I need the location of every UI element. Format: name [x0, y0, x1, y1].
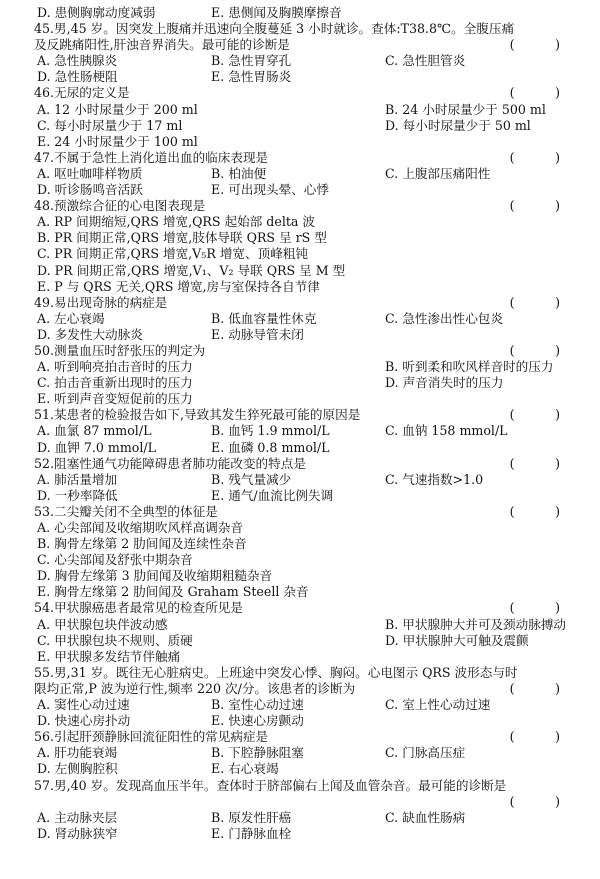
question-47	[34, 150, 576, 198]
option-e[interactable]: E. 24 小时尿量少于 100 ml	[37, 133, 198, 149]
option-a[interactable]: A. RP 间期缩短,QRS 增宽,QRS 起始部 delta 波	[37, 214, 316, 230]
option-c[interactable]: C. 门脉高压症	[385, 745, 466, 761]
option-b[interactable]: B. 低血容量性休克	[211, 310, 317, 326]
question-stem: 45.男,45 岁。因突发上腹痛并迅速向全腹蔓延 3 小时就诊。查体:T38.8℃。全腹压痛及反跳痛阳性,肝浊音界消失。最可能的诊断是 ( )	[34, 21, 574, 53]
option-d[interactable]: D. 左侧胸腔积	[37, 761, 118, 777]
question-52	[34, 456, 576, 504]
option-d[interactable]: D. 声音消失时的压力	[385, 375, 504, 391]
option: E. 患侧闻及胸膜摩擦音	[211, 5, 342, 20]
question-stem: 55.男,31 岁。既往无心脏病史。上班途中突发心悸、胸闷。心电图示 QRS 波形态与时限均正常,P 波为逆行性,频率 220 次/分。该患者的诊断为 ( )	[34, 664, 574, 696]
option-b[interactable]: B. 下腔静脉阻塞	[211, 745, 304, 761]
options	[34, 697, 576, 729]
answer-blank[interactable]: ( )	[509, 600, 574, 616]
answer-blank[interactable]: ( )	[509, 793, 574, 809]
option-e[interactable]: E. 胸骨左缘第 2 肋间闻及 Graham Steell 杂音	[37, 584, 309, 600]
option-d[interactable]: D. 急性肠梗阻	[37, 69, 118, 85]
question-46	[34, 85, 576, 149]
option-a[interactable]: A. 肝功能衰竭	[37, 745, 118, 761]
option-b[interactable]: B. 原发性肝癌	[211, 809, 292, 825]
option-e[interactable]: E. 动脉导管未闭	[211, 326, 304, 342]
option-d[interactable]: D. 血钾 7.0 mmol/L	[37, 439, 156, 455]
option-d[interactable]: D. 胸骨左缘第 3 肋间闻及收缩期粗糙杂音	[37, 568, 273, 584]
answer-blank[interactable]: ( )	[509, 37, 574, 53]
question-stem: 52.阻塞性通气功能障碍患者肺功能改变的特点是 ( )	[34, 455, 574, 471]
question-stem: 53.二尖瓣关闭不全典型的体征是 ( )	[34, 503, 574, 519]
option-e[interactable]: E. 甲状腺多发结节伴触痛	[37, 648, 181, 664]
options	[34, 745, 576, 777]
answer-blank[interactable]: ( )	[509, 342, 574, 358]
options	[34, 311, 576, 343]
option-c[interactable]: C. 心尖部闻及舒张中期杂音	[37, 552, 193, 568]
option-d[interactable]: D. PR 间期正常,QRS 增宽,V₁、V₂ 导联 QRS 呈 M 型	[37, 262, 346, 278]
option-a[interactable]: A. 甲状腺包块伴波动感	[37, 616, 168, 632]
header-options	[34, 5, 576, 21]
option-b[interactable]: B. 胸骨左缘第 2 肋间闻及连续性杂音	[37, 536, 247, 552]
question-stem: 50.测量血压时舒张压的判定为 ( )	[34, 342, 574, 358]
question-stem: 57.男,40 岁。发现高血压半年。查体时于脐部偏右上闻及血管杂音。最可能的诊断是	[34, 777, 507, 793]
question-56	[34, 729, 576, 777]
option-c[interactable]: C. 每小时尿量少于 17 ml	[37, 117, 183, 133]
question-stem: 46.无尿的定义是 ( )	[34, 85, 574, 101]
answer-blank[interactable]: ( )	[509, 407, 574, 423]
option-b[interactable]: B. 血钙 1.9 mmol/L	[211, 423, 330, 439]
question-stem: 49.易出现奇脉的病症是 ( )	[34, 294, 574, 310]
question-50	[34, 343, 576, 407]
option-b[interactable]: B. 听到柔和吹风样音时的压力	[385, 359, 554, 375]
option-c[interactable]: C. 气速指数>1.0	[385, 471, 484, 487]
option-c[interactable]: C. 甲状腺包块不规则、质硬	[37, 632, 193, 648]
answer-line	[34, 794, 576, 810]
option-d[interactable]: D. 快速心房扑动	[37, 713, 131, 729]
option-a[interactable]: A. 急性胰腺炎	[37, 53, 118, 69]
options	[34, 359, 576, 407]
answer-blank[interactable]: ( )	[509, 503, 574, 519]
options	[34, 423, 576, 455]
option-e[interactable]: E. 可出现头晕、心悸	[211, 182, 329, 198]
question-45	[34, 21, 576, 85]
options	[34, 102, 576, 150]
answer-blank[interactable]: ( )	[509, 455, 574, 471]
question-48	[34, 198, 576, 295]
option-b[interactable]: B. 急性胃穿孔	[211, 53, 292, 69]
question-54	[34, 600, 576, 664]
option-d[interactable]: D. 多发性大动脉炎	[37, 326, 143, 342]
option-e[interactable]: E. 快速心房颤动	[211, 713, 304, 729]
option-a[interactable]: A. 主动脉夹层	[37, 809, 118, 825]
option-a[interactable]: A. 左心衰竭	[37, 310, 105, 326]
option-b[interactable]: B. 室性心动过速	[211, 697, 304, 713]
answer-blank[interactable]: ( )	[509, 149, 574, 165]
option-d[interactable]: D. 一秒率降低	[37, 487, 118, 503]
option-e[interactable]: E. 门静脉血栓	[211, 825, 292, 841]
answer-blank[interactable]: ( )	[509, 680, 574, 696]
question-49	[34, 295, 576, 343]
option-a[interactable]: A. 12 小时尿量少于 200 ml	[37, 101, 198, 117]
option-d[interactable]: D. 每小时尿量少于 50 ml	[385, 117, 531, 133]
option-c[interactable]: C. 急性胆管炎	[385, 53, 466, 69]
question-stem: 48.预激综合征的心电图表现是 ( )	[34, 198, 574, 214]
option-d[interactable]: D. 肾动脉狭窄	[37, 825, 118, 841]
answer-blank[interactable]: ( )	[509, 85, 574, 101]
option-b[interactable]: B. 柏油便	[211, 165, 267, 181]
option-a[interactable]: A. 听到响亮拍击音时的压力	[37, 359, 193, 375]
option-e[interactable]: E. P 与 QRS 无关,QRS 增宽,房与室保持各自节律	[37, 278, 320, 294]
option-b[interactable]: B. 残气量减少	[211, 471, 292, 487]
option-e[interactable]: E. 听到声音变短促前的压力	[37, 391, 193, 407]
option-b[interactable]: B. 甲状腺肿大并可及颈动脉搏动	[385, 616, 566, 632]
option-d[interactable]: D. 听诊肠鸣音活跃	[37, 182, 143, 198]
question-stem: 56.引起肝颈静脉回流征阳性的常见病症是 ( )	[34, 729, 574, 745]
question-stem: 47.不属于急性上消化道出血的临床表现是 ( )	[34, 149, 574, 165]
answer-blank[interactable]: ( )	[509, 294, 574, 310]
answer-blank[interactable]: ( )	[509, 198, 574, 214]
options	[34, 53, 576, 85]
option-c[interactable]: C. 拍击音重新出现时的压力	[37, 375, 193, 391]
options	[34, 214, 576, 294]
option-a[interactable]: A. 肺活量增加	[37, 471, 118, 487]
option-c[interactable]: C. 上腹部压痛阳性	[385, 165, 491, 181]
option-a[interactable]: A. 血氯 87 mmol/L	[37, 423, 152, 439]
option-e[interactable]: E. 急性胃肠炎	[211, 69, 292, 85]
answer-blank[interactable]: ( )	[509, 729, 574, 745]
question-51	[34, 407, 576, 455]
options	[34, 617, 576, 665]
question-53	[34, 504, 576, 601]
option-c[interactable]: C. 室上性心动过速	[385, 697, 491, 713]
option: D. 患侧胸廓动度减弱	[37, 5, 156, 20]
option-c[interactable]: C. 缺血性肠病	[385, 809, 466, 825]
option-d[interactable]: D. 甲状腺肿大可触及震颤	[385, 632, 529, 648]
option-b[interactable]: B. 24 小时尿量少于 500 ml	[385, 101, 546, 117]
question-stem: 54.甲状腺癌患者最常见的检查所见是 ( )	[34, 600, 574, 616]
option-c[interactable]: C. 血钠 158 mmol/L	[385, 423, 508, 439]
options	[34, 472, 576, 504]
question-55	[34, 665, 576, 729]
option-b[interactable]: B. PR 间期正常,QRS 增宽,肢体导联 QRS 呈 rS 型	[37, 230, 327, 246]
option-a[interactable]: A. 呕吐咖啡样物质	[37, 165, 143, 181]
options	[34, 520, 576, 600]
question-57	[34, 778, 576, 842]
options	[34, 166, 576, 198]
option-e[interactable]: E. 通气/血流比例失调	[211, 487, 334, 503]
option-a[interactable]: A. 窦性心动过速	[37, 697, 130, 713]
option-c[interactable]: C. PR 间期正常,QRS 增宽,V₅R 增宽、顶峰粗钝	[37, 246, 308, 262]
option-c[interactable]: C. 急性渗出性心包炎	[385, 310, 503, 326]
options	[34, 810, 576, 842]
option-e[interactable]: E. 右心衰竭	[211, 761, 279, 777]
question-stem: 51.某患者的检验报告如下,导致其发生猝死最可能的原因是 ( )	[34, 407, 574, 423]
option-e[interactable]: E. 血磷 0.8 mmol/L	[211, 439, 330, 455]
option-a[interactable]: A. 心尖部闻及收缩期吹风样高调杂音	[37, 520, 244, 535]
